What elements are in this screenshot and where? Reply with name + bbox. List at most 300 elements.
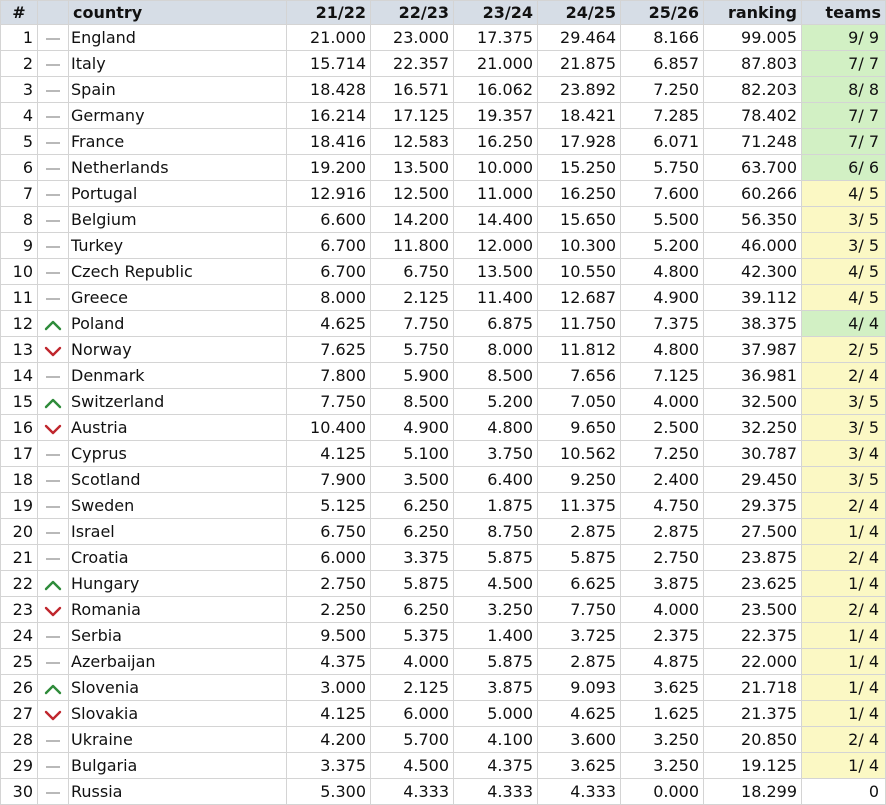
season-2223-cell: 5.375 xyxy=(371,623,454,649)
header-season-2122[interactable]: 21/22 xyxy=(287,1,371,25)
header-season-2526[interactable]: 25/26 xyxy=(621,1,704,25)
country-cell: Austria xyxy=(69,415,287,441)
teams-cell: 1/ 4 xyxy=(802,701,886,727)
rank-cell: 8 xyxy=(1,207,38,233)
table-row xyxy=(1,181,886,207)
table-row xyxy=(1,363,886,389)
season-2122-cell: 15.714 xyxy=(287,51,371,77)
teams-cell: 7/ 7 xyxy=(802,103,886,129)
season-2526-cell: 7.250 xyxy=(621,77,704,103)
teams-cell: 4/ 5 xyxy=(802,181,886,207)
season-2425-cell: 2.875 xyxy=(538,649,621,675)
rank-cell: 16 xyxy=(1,415,38,441)
season-2425-cell: 10.562 xyxy=(538,441,621,467)
trend-cell xyxy=(38,311,69,337)
season-2324-cell: 4.800 xyxy=(454,415,538,441)
header-teams[interactable]: teams xyxy=(802,1,886,25)
trend-unchanged-icon xyxy=(46,740,60,742)
table-row xyxy=(1,233,886,259)
trend-unchanged-icon xyxy=(46,168,60,170)
trend-cell xyxy=(38,571,69,597)
trend-cell xyxy=(38,779,69,805)
season-2526-cell: 1.625 xyxy=(621,701,704,727)
teams-cell: 3/ 4 xyxy=(802,441,886,467)
table-row xyxy=(1,701,886,727)
ranking-cell: 42.300 xyxy=(704,259,802,285)
country-cell: Italy xyxy=(69,51,287,77)
trend-down-icon xyxy=(44,709,62,721)
table-row xyxy=(1,597,886,623)
season-2324-cell: 5.000 xyxy=(454,701,538,727)
season-2425-cell: 3.600 xyxy=(538,727,621,753)
header-season-2223[interactable]: 22/23 xyxy=(371,1,454,25)
season-2526-cell: 3.625 xyxy=(621,675,704,701)
teams-cell: 3/ 5 xyxy=(802,233,886,259)
season-2324-cell: 14.400 xyxy=(454,207,538,233)
ranking-cell: 22.375 xyxy=(704,623,802,649)
trend-unchanged-icon xyxy=(46,298,60,300)
season-2324-cell: 13.500 xyxy=(454,259,538,285)
country-cell: Netherlands xyxy=(69,155,287,181)
rank-cell: 20 xyxy=(1,519,38,545)
season-2324-cell: 3.750 xyxy=(454,441,538,467)
country-cell: Slovakia xyxy=(69,701,287,727)
teams-cell: 6/ 6 xyxy=(802,155,886,181)
season-2526-cell: 0.000 xyxy=(621,779,704,805)
trend-cell xyxy=(38,25,69,51)
season-2425-cell: 3.625 xyxy=(538,753,621,779)
rank-cell: 19 xyxy=(1,493,38,519)
teams-cell: 2/ 4 xyxy=(802,545,886,571)
table-row xyxy=(1,675,886,701)
table-row xyxy=(1,727,886,753)
season-2122-cell: 6.000 xyxy=(287,545,371,571)
season-2324-cell: 1.400 xyxy=(454,623,538,649)
rank-cell: 13 xyxy=(1,337,38,363)
header-season-2425[interactable]: 24/25 xyxy=(538,1,621,25)
trend-cell xyxy=(38,441,69,467)
season-2122-cell: 5.300 xyxy=(287,779,371,805)
trend-cell xyxy=(38,753,69,779)
season-2425-cell: 29.464 xyxy=(538,25,621,51)
rank-cell: 24 xyxy=(1,623,38,649)
trend-unchanged-icon xyxy=(46,246,60,248)
season-2122-cell: 7.800 xyxy=(287,363,371,389)
season-2122-cell: 6.600 xyxy=(287,207,371,233)
ranking-cell: 22.000 xyxy=(704,649,802,675)
season-2324-cell: 3.250 xyxy=(454,597,538,623)
rank-cell: 25 xyxy=(1,649,38,675)
season-2223-cell: 5.900 xyxy=(371,363,454,389)
ranking-cell: 19.125 xyxy=(704,753,802,779)
country-cell: Greece xyxy=(69,285,287,311)
season-2425-cell: 17.928 xyxy=(538,129,621,155)
ranking-cell: 29.450 xyxy=(704,467,802,493)
trend-unchanged-icon xyxy=(46,116,60,118)
season-2122-cell: 19.200 xyxy=(287,155,371,181)
country-cell: Romania xyxy=(69,597,287,623)
trend-unchanged-icon xyxy=(46,90,60,92)
season-2425-cell: 18.421 xyxy=(538,103,621,129)
table-row xyxy=(1,25,886,51)
teams-cell: 2/ 5 xyxy=(802,337,886,363)
season-2223-cell: 4.900 xyxy=(371,415,454,441)
ranking-cell: 32.500 xyxy=(704,389,802,415)
teams-cell: 1/ 4 xyxy=(802,649,886,675)
table-row xyxy=(1,571,886,597)
teams-cell: 1/ 4 xyxy=(802,571,886,597)
season-2324-cell: 8.750 xyxy=(454,519,538,545)
rank-cell: 26 xyxy=(1,675,38,701)
season-2223-cell: 5.750 xyxy=(371,337,454,363)
table-row xyxy=(1,311,886,337)
season-2223-cell: 6.000 xyxy=(371,701,454,727)
season-2425-cell: 9.093 xyxy=(538,675,621,701)
teams-cell: 1/ 4 xyxy=(802,675,886,701)
season-2223-cell: 23.000 xyxy=(371,25,454,51)
teams-cell: 3/ 5 xyxy=(802,389,886,415)
season-2526-cell: 4.000 xyxy=(621,389,704,415)
season-2324-cell: 11.400 xyxy=(454,285,538,311)
teams-cell: 2/ 4 xyxy=(802,493,886,519)
trend-unchanged-icon xyxy=(46,194,60,196)
header-season-2324[interactable]: 23/24 xyxy=(454,1,538,25)
country-cell: Ukraine xyxy=(69,727,287,753)
country-cell: Azerbaijan xyxy=(69,649,287,675)
season-2324-cell: 6.400 xyxy=(454,467,538,493)
season-2324-cell: 1.875 xyxy=(454,493,538,519)
season-2324-cell: 4.100 xyxy=(454,727,538,753)
rank-cell: 28 xyxy=(1,727,38,753)
season-2223-cell: 6.250 xyxy=(371,597,454,623)
table-row xyxy=(1,753,886,779)
trend-cell xyxy=(38,259,69,285)
season-2324-cell: 19.357 xyxy=(454,103,538,129)
season-2324-cell: 6.875 xyxy=(454,311,538,337)
trend-down-icon xyxy=(44,605,62,617)
season-2425-cell: 4.625 xyxy=(538,701,621,727)
ranking-cell: 18.299 xyxy=(704,779,802,805)
trend-unchanged-icon xyxy=(46,454,60,456)
header-country[interactable]: country xyxy=(69,1,287,25)
season-2122-cell: 6.700 xyxy=(287,233,371,259)
header-trend xyxy=(38,1,69,25)
trend-unchanged-icon xyxy=(46,558,60,560)
rank-cell: 4 xyxy=(1,103,38,129)
table-body xyxy=(1,25,886,805)
table-row xyxy=(1,207,886,233)
ranking-cell: 56.350 xyxy=(704,207,802,233)
trend-cell xyxy=(38,675,69,701)
ranking-cell: 36.981 xyxy=(704,363,802,389)
season-2324-cell: 11.000 xyxy=(454,181,538,207)
rank-cell: 5 xyxy=(1,129,38,155)
country-cell: Cyprus xyxy=(69,441,287,467)
trend-cell xyxy=(38,363,69,389)
ranking-cell: 23.625 xyxy=(704,571,802,597)
table-row xyxy=(1,779,886,805)
trend-cell xyxy=(38,51,69,77)
season-2223-cell: 17.125 xyxy=(371,103,454,129)
header-ranking[interactable]: ranking xyxy=(704,1,802,25)
season-2223-cell: 7.750 xyxy=(371,311,454,337)
season-2223-cell: 6.250 xyxy=(371,493,454,519)
trend-cell xyxy=(38,129,69,155)
trend-unchanged-icon xyxy=(46,532,60,534)
season-2425-cell: 5.875 xyxy=(538,545,621,571)
season-2425-cell: 9.250 xyxy=(538,467,621,493)
trend-cell xyxy=(38,77,69,103)
table-row xyxy=(1,545,886,571)
trend-cell xyxy=(38,103,69,129)
country-cell: Turkey xyxy=(69,233,287,259)
season-2526-cell: 4.750 xyxy=(621,493,704,519)
season-2425-cell: 7.750 xyxy=(538,597,621,623)
ranking-cell: 63.700 xyxy=(704,155,802,181)
table-row xyxy=(1,649,886,675)
season-2223-cell: 5.100 xyxy=(371,441,454,467)
trend-up-icon xyxy=(44,579,62,591)
season-2122-cell: 6.700 xyxy=(287,259,371,285)
season-2223-cell: 6.750 xyxy=(371,259,454,285)
season-2526-cell: 2.375 xyxy=(621,623,704,649)
season-2425-cell: 15.250 xyxy=(538,155,621,181)
rank-cell: 18 xyxy=(1,467,38,493)
country-cell: Portugal xyxy=(69,181,287,207)
teams-cell: 2/ 4 xyxy=(802,727,886,753)
country-cell: Switzerland xyxy=(69,389,287,415)
table-row xyxy=(1,519,886,545)
season-2223-cell: 4.000 xyxy=(371,649,454,675)
country-cell: France xyxy=(69,129,287,155)
season-2526-cell: 3.250 xyxy=(621,727,704,753)
season-2526-cell: 3.250 xyxy=(621,753,704,779)
trend-down-icon xyxy=(44,423,62,435)
country-cell: Germany xyxy=(69,103,287,129)
table-row xyxy=(1,285,886,311)
trend-unchanged-icon xyxy=(46,376,60,378)
trend-cell xyxy=(38,181,69,207)
season-2425-cell: 9.650 xyxy=(538,415,621,441)
teams-cell: 3/ 5 xyxy=(802,207,886,233)
table-row xyxy=(1,389,886,415)
teams-cell: 4/ 5 xyxy=(802,259,886,285)
teams-cell: 9/ 9 xyxy=(802,25,886,51)
rank-cell: 23 xyxy=(1,597,38,623)
season-2122-cell: 18.428 xyxy=(287,77,371,103)
season-2223-cell: 5.700 xyxy=(371,727,454,753)
season-2122-cell: 8.000 xyxy=(287,285,371,311)
trend-unchanged-icon xyxy=(46,64,60,66)
country-cell: Denmark xyxy=(69,363,287,389)
season-2324-cell: 16.250 xyxy=(454,129,538,155)
season-2324-cell: 5.875 xyxy=(454,649,538,675)
rank-cell: 22 xyxy=(1,571,38,597)
ranking-cell: 87.803 xyxy=(704,51,802,77)
ranking-cell: 29.375 xyxy=(704,493,802,519)
trend-down-icon xyxy=(44,345,62,357)
trend-up-icon xyxy=(44,683,62,695)
season-2425-cell: 11.750 xyxy=(538,311,621,337)
country-cell: Israel xyxy=(69,519,287,545)
season-2122-cell: 4.200 xyxy=(287,727,371,753)
season-2526-cell: 4.875 xyxy=(621,649,704,675)
trend-cell xyxy=(38,701,69,727)
trend-cell xyxy=(38,155,69,181)
trend-up-icon xyxy=(44,397,62,409)
ranking-cell: 21.718 xyxy=(704,675,802,701)
season-2526-cell: 5.750 xyxy=(621,155,704,181)
season-2122-cell: 6.750 xyxy=(287,519,371,545)
trend-cell xyxy=(38,545,69,571)
country-cell: Poland xyxy=(69,311,287,337)
rank-cell: 15 xyxy=(1,389,38,415)
season-2425-cell: 11.375 xyxy=(538,493,621,519)
season-2324-cell: 8.500 xyxy=(454,363,538,389)
rank-cell: 27 xyxy=(1,701,38,727)
table-row xyxy=(1,441,886,467)
season-2324-cell: 12.000 xyxy=(454,233,538,259)
season-2526-cell: 7.285 xyxy=(621,103,704,129)
teams-cell: 3/ 5 xyxy=(802,415,886,441)
season-2324-cell: 5.875 xyxy=(454,545,538,571)
ranking-cell: 32.250 xyxy=(704,415,802,441)
table-row xyxy=(1,259,886,285)
trend-cell xyxy=(38,493,69,519)
trend-unchanged-icon xyxy=(46,38,60,40)
ranking-cell: 82.203 xyxy=(704,77,802,103)
rank-cell: 3 xyxy=(1,77,38,103)
season-2223-cell: 3.375 xyxy=(371,545,454,571)
season-2425-cell: 16.250 xyxy=(538,181,621,207)
season-2425-cell: 7.050 xyxy=(538,389,621,415)
season-2324-cell: 10.000 xyxy=(454,155,538,181)
season-2223-cell: 12.500 xyxy=(371,181,454,207)
table-row xyxy=(1,129,886,155)
trend-cell xyxy=(38,207,69,233)
trend-cell xyxy=(38,389,69,415)
season-2324-cell: 4.333 xyxy=(454,779,538,805)
season-2425-cell: 10.300 xyxy=(538,233,621,259)
season-2526-cell: 3.875 xyxy=(621,571,704,597)
season-2324-cell: 3.875 xyxy=(454,675,538,701)
ranking-cell: 60.266 xyxy=(704,181,802,207)
season-2526-cell: 4.000 xyxy=(621,597,704,623)
trend-unchanged-icon xyxy=(46,142,60,144)
season-2122-cell: 4.625 xyxy=(287,311,371,337)
header-rank[interactable]: # xyxy=(1,1,38,25)
trend-cell xyxy=(38,649,69,675)
season-2122-cell: 9.500 xyxy=(287,623,371,649)
teams-cell: 1/ 4 xyxy=(802,753,886,779)
season-2122-cell: 3.375 xyxy=(287,753,371,779)
season-2223-cell: 14.200 xyxy=(371,207,454,233)
ranking-cell: 20.850 xyxy=(704,727,802,753)
season-2122-cell: 7.750 xyxy=(287,389,371,415)
season-2223-cell: 16.571 xyxy=(371,77,454,103)
country-cell: Spain xyxy=(69,77,287,103)
country-cell: Czech Republic xyxy=(69,259,287,285)
teams-cell: 8/ 8 xyxy=(802,77,886,103)
teams-cell: 4/ 4 xyxy=(802,311,886,337)
header-row xyxy=(1,1,886,25)
ranking-cell: 27.500 xyxy=(704,519,802,545)
trend-cell xyxy=(38,623,69,649)
season-2324-cell: 17.375 xyxy=(454,25,538,51)
season-2526-cell: 2.750 xyxy=(621,545,704,571)
rank-cell: 12 xyxy=(1,311,38,337)
rank-cell: 30 xyxy=(1,779,38,805)
season-2526-cell: 2.500 xyxy=(621,415,704,441)
ranking-cell: 23.500 xyxy=(704,597,802,623)
trend-unchanged-icon xyxy=(46,272,60,274)
season-2122-cell: 21.000 xyxy=(287,25,371,51)
season-2223-cell: 6.250 xyxy=(371,519,454,545)
trend-up-icon xyxy=(44,319,62,331)
rank-cell: 29 xyxy=(1,753,38,779)
season-2223-cell: 12.583 xyxy=(371,129,454,155)
season-2425-cell: 23.892 xyxy=(538,77,621,103)
season-2425-cell: 4.333 xyxy=(538,779,621,805)
teams-cell: 1/ 4 xyxy=(802,519,886,545)
season-2425-cell: 21.875 xyxy=(538,51,621,77)
season-2223-cell: 5.875 xyxy=(371,571,454,597)
season-2324-cell: 4.500 xyxy=(454,571,538,597)
country-cell: Serbia xyxy=(69,623,287,649)
ranking-cell: 78.402 xyxy=(704,103,802,129)
season-2526-cell: 6.857 xyxy=(621,51,704,77)
season-2122-cell: 12.916 xyxy=(287,181,371,207)
season-2122-cell: 7.900 xyxy=(287,467,371,493)
season-2223-cell: 11.800 xyxy=(371,233,454,259)
rank-cell: 10 xyxy=(1,259,38,285)
trend-cell xyxy=(38,597,69,623)
season-2223-cell: 8.500 xyxy=(371,389,454,415)
teams-cell: 1/ 4 xyxy=(802,623,886,649)
country-cell: Croatia xyxy=(69,545,287,571)
season-2122-cell: 5.125 xyxy=(287,493,371,519)
season-2122-cell: 4.125 xyxy=(287,701,371,727)
ranking-cell: 37.987 xyxy=(704,337,802,363)
season-2122-cell: 2.250 xyxy=(287,597,371,623)
season-2223-cell: 2.125 xyxy=(371,285,454,311)
trend-unchanged-icon xyxy=(46,506,60,508)
trend-unchanged-icon xyxy=(46,636,60,638)
trend-cell xyxy=(38,415,69,441)
rank-cell: 14 xyxy=(1,363,38,389)
season-2122-cell: 2.750 xyxy=(287,571,371,597)
season-2526-cell: 5.500 xyxy=(621,207,704,233)
season-2122-cell: 10.400 xyxy=(287,415,371,441)
country-cell: Scotland xyxy=(69,467,287,493)
season-2223-cell: 3.500 xyxy=(371,467,454,493)
trend-unchanged-icon xyxy=(46,220,60,222)
season-2324-cell: 8.000 xyxy=(454,337,538,363)
ranking-cell: 21.375 xyxy=(704,701,802,727)
season-2526-cell: 7.375 xyxy=(621,311,704,337)
trend-cell xyxy=(38,285,69,311)
trend-cell xyxy=(38,519,69,545)
season-2223-cell: 13.500 xyxy=(371,155,454,181)
table-row xyxy=(1,155,886,181)
season-2425-cell: 12.687 xyxy=(538,285,621,311)
season-2122-cell: 7.625 xyxy=(287,337,371,363)
rank-cell: 11 xyxy=(1,285,38,311)
season-2122-cell: 16.214 xyxy=(287,103,371,129)
season-2223-cell: 2.125 xyxy=(371,675,454,701)
season-2122-cell: 3.000 xyxy=(287,675,371,701)
season-2425-cell: 3.725 xyxy=(538,623,621,649)
